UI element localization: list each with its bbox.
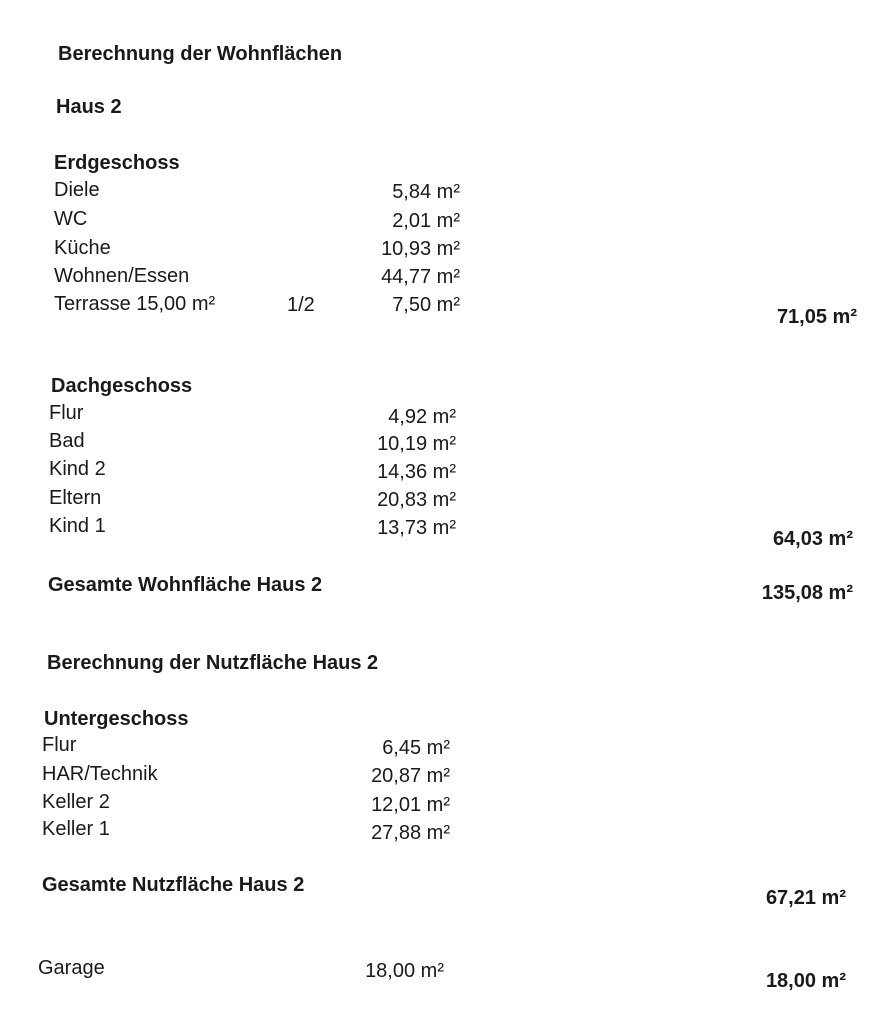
row-label: Kind 1	[49, 515, 106, 537]
section-heading-dachgeschoss: Dachgeschoss	[51, 375, 193, 397]
page-title: Berechnung der Wohnflächen	[58, 43, 343, 65]
row-label: Kind 2	[49, 458, 106, 480]
row-label: Flur	[42, 734, 77, 756]
row-value: 10,93 m²	[381, 238, 460, 260]
row-label: Flur	[49, 402, 84, 424]
nutzflaeche-title: Berechnung der Nutzfläche Haus 2	[47, 652, 379, 674]
row-value: 14,36 m²	[377, 461, 456, 483]
row-label: Diele	[54, 179, 100, 201]
row-value: 12,01 m²	[371, 794, 450, 816]
row-label: Eltern	[49, 487, 102, 509]
house-heading: Haus 2	[56, 96, 122, 118]
row-value: 5,84 m²	[392, 181, 460, 203]
row-value: 13,73 m²	[377, 517, 456, 539]
row-value: 20,87 m²	[371, 765, 450, 787]
row-label: Küche	[54, 237, 111, 259]
section-heading-erdgeschoss: Erdgeschoss	[54, 152, 180, 174]
total-value-wohnflaeche: 135,08 m²	[761, 582, 853, 604]
row-value: 6,45 m²	[382, 737, 450, 759]
total-label-wohnflaeche: Gesamte Wohnfläche Haus 2	[48, 574, 323, 596]
row-label: Terrasse 15,00 m²	[54, 293, 216, 315]
row-label: WC	[54, 208, 88, 230]
row-value: 20,83 m²	[377, 489, 456, 511]
section-heading-untergeschoss: Untergeschoss	[44, 708, 189, 730]
section-total: 64,03 m²	[772, 528, 853, 550]
row-value: 4,92 m²	[388, 406, 456, 428]
row-label: Keller 1	[42, 818, 110, 840]
total-value-nutzflaeche: 67,21 m²	[765, 887, 846, 909]
row-value: 44,77 m²	[381, 266, 460, 288]
total-label-nutzflaeche: Gesamte Nutzfläche Haus 2	[42, 874, 305, 896]
row-label: HAR/Technik	[42, 763, 158, 785]
row-label: Keller 2	[42, 791, 110, 813]
row-value: 2,01 m²	[392, 210, 460, 232]
row-value: 27,88 m²	[371, 822, 450, 844]
row-value: 10,19 m²	[377, 433, 456, 455]
row-value: 7,50 m²	[392, 294, 460, 316]
row-factor: 1/2	[287, 294, 315, 316]
row-label-garage: Garage	[38, 957, 105, 979]
section-total: 71,05 m²	[776, 306, 857, 328]
row-value-garage: 18,00 m²	[365, 960, 444, 982]
total-value-garage: 18,00 m²	[765, 970, 846, 992]
row-label: Wohnen/Essen	[54, 265, 190, 287]
row-label: Bad	[49, 430, 85, 452]
